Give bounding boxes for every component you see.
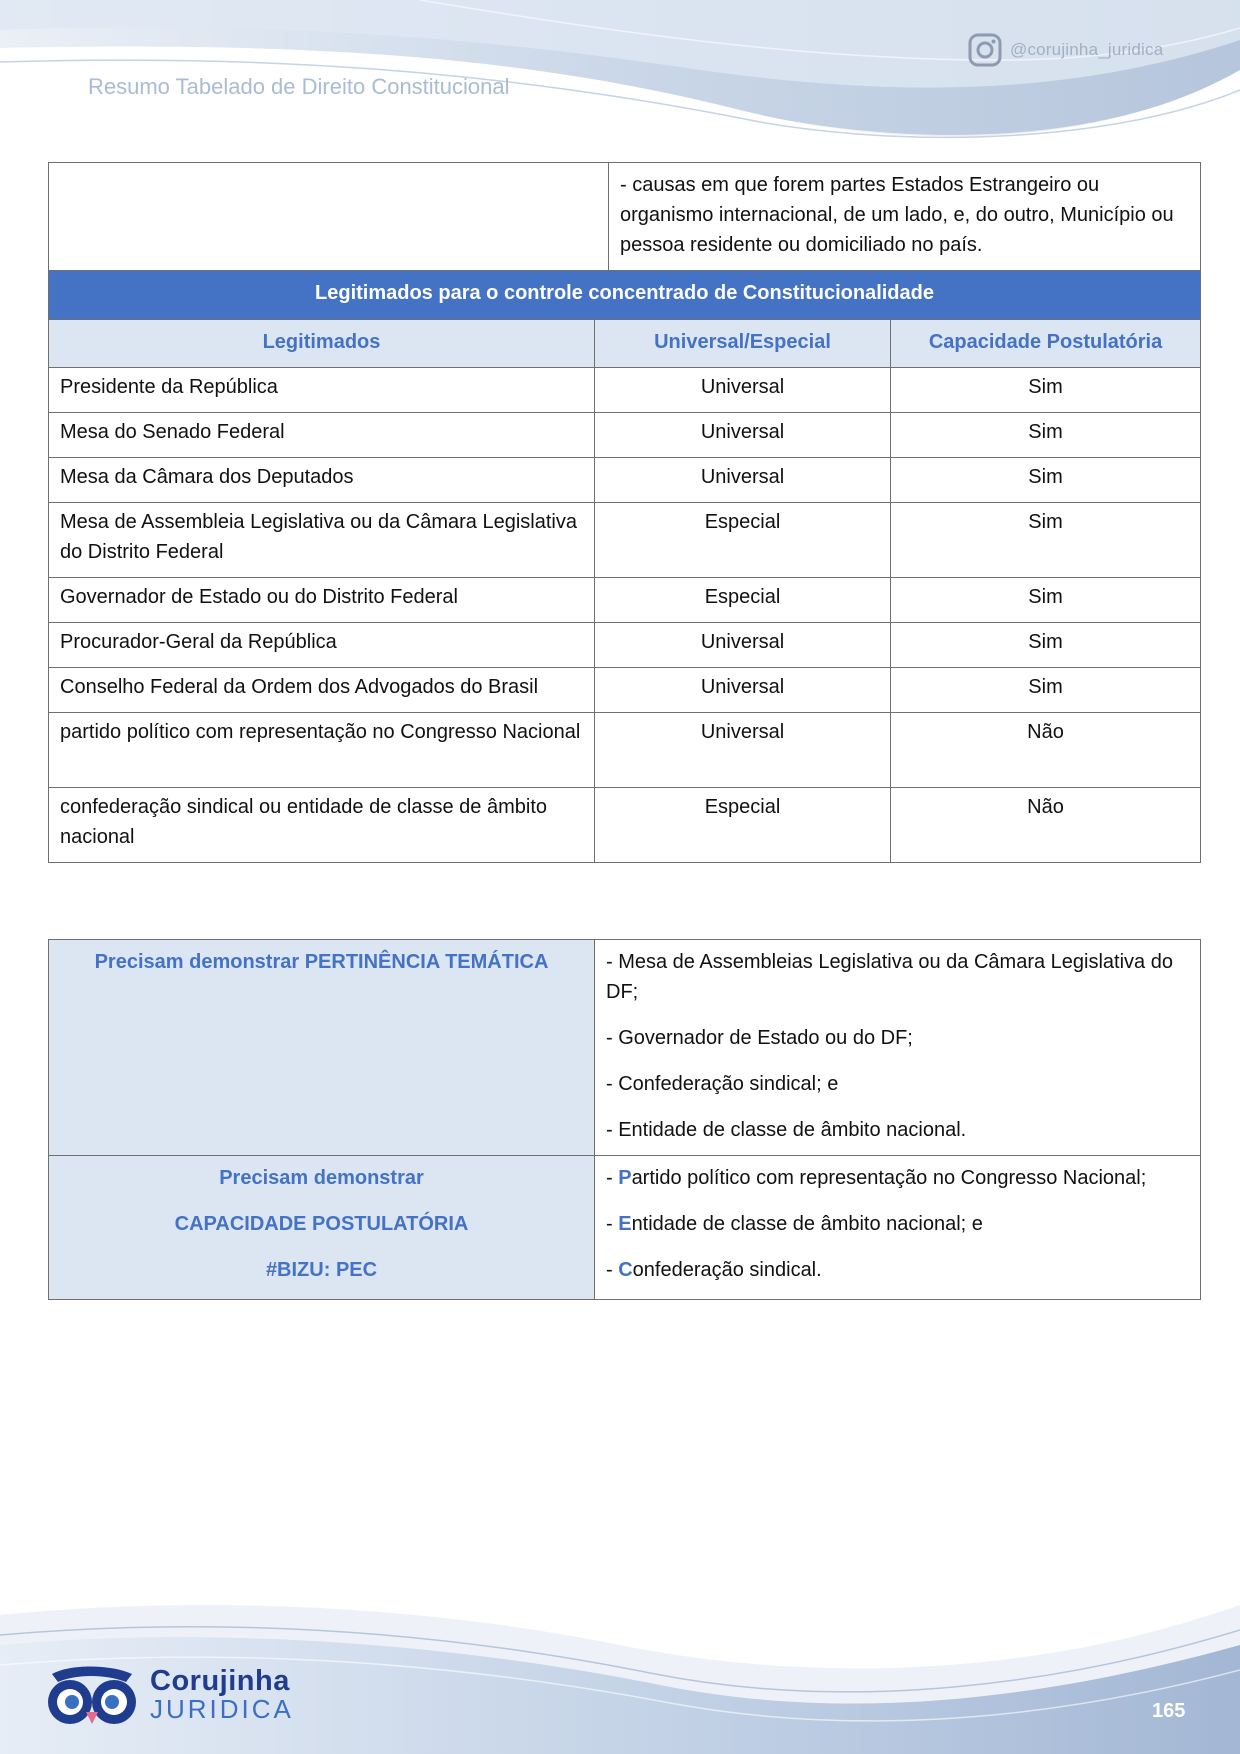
list-item: - Governador de Estado ou do DF; (606, 1027, 913, 1049)
list-item-prefix: - (606, 1213, 619, 1235)
table-row (49, 163, 1201, 271)
tipo-cell: Universal (595, 413, 891, 458)
table-row (49, 503, 1201, 578)
legitimado-cell: Mesa da Câmara dos Deputados (49, 458, 595, 503)
logo-name: Corujinha (150, 1664, 290, 1697)
list-item: - Confederação sindical; e (606, 1073, 839, 1095)
capacidade-label (49, 1156, 595, 1300)
list-item-prefix: - (606, 1259, 619, 1281)
table-row (49, 940, 1201, 1156)
list-item (606, 1255, 1189, 1285)
list-item (606, 1209, 1189, 1239)
empty-cell (49, 163, 609, 271)
capacidade-cell: Sim (891, 458, 1201, 503)
list-item (606, 1163, 1189, 1193)
pertinencia-list (595, 940, 1201, 1156)
capacidade-cell: Sim (891, 503, 1201, 578)
list-item-initial: C (618, 1259, 633, 1281)
list-item: - Mesa de Assembleias Legislativa ou da Câmara Legislativa do DF; (606, 951, 1173, 1003)
list-item-text: ntidade de classe de âmbito nacional; e (631, 1213, 983, 1235)
tipo-cell: Especial (595, 788, 891, 863)
column-header-capacidade: Capacidade Postulatória (891, 320, 1201, 368)
instagram-icon (968, 33, 1002, 67)
instagram-handle-block (968, 33, 1163, 67)
table-header-row (49, 320, 1201, 368)
table-row (49, 623, 1201, 668)
capacidade-list (595, 1156, 1201, 1300)
document-header-title: Resumo Tabelado de Direito Constitucional (88, 74, 510, 99)
pertinencia-capacidade-table (48, 939, 1201, 1300)
legitimado-cell: Procurador-Geral da República (49, 623, 595, 668)
tipo-cell: Especial (595, 503, 891, 578)
table-row (49, 788, 1201, 863)
capacidade-cell: Não (891, 713, 1201, 788)
legitimados-table (48, 270, 1201, 863)
table-row (49, 668, 1201, 713)
tipo-cell: Universal (595, 668, 891, 713)
bizu-label: #BIZU: PEC (265, 1259, 378, 1281)
capacidade-cell: Sim (891, 623, 1201, 668)
legitimado-cell: Mesa de Assembleia Legislativa ou da Câmara Legislativa do Distrito Federal (49, 503, 595, 578)
legitimado-cell: Presidente da República (49, 368, 595, 413)
column-header-legitimados: Legitimados (49, 320, 595, 368)
logo-text (150, 1664, 294, 1724)
table-row (49, 368, 1201, 413)
pertinencia-label: Precisam demonstrar PERTINÊNCIA TEMÁTICA (49, 940, 595, 1156)
list-item-prefix: - (606, 1167, 619, 1189)
legitimado-cell: partido político com representação no Congresso Nacional (49, 713, 595, 788)
tipo-cell: Especial (595, 578, 891, 623)
list-item-text: onfederação sindical. (632, 1259, 822, 1281)
tipo-cell: Universal (595, 623, 891, 668)
capacidade-cell: Sim (891, 578, 1201, 623)
table-row (49, 1156, 1201, 1300)
tipo-cell: Universal (595, 368, 891, 413)
capacidade-label-line2: CAPACIDADE POSTULATÓRIA (174, 1213, 469, 1235)
table-row (49, 713, 1201, 788)
instagram-handle-text: @corujinha_juridica (1010, 40, 1164, 59)
capacidade-cell: Sim (891, 413, 1201, 458)
owl-logo-icon (40, 1660, 144, 1728)
capacidade-cell: Não (891, 788, 1201, 863)
corujinha-logo (40, 1660, 294, 1728)
list-item: - Entidade de classe de âmbito nacional. (606, 1119, 967, 1141)
capacidade-label-line1: Precisam demonstrar (219, 1167, 424, 1189)
table-title: Legitimados para o controle concentrado de Constitucionalidade (49, 271, 1201, 320)
capacidade-cell: Sim (891, 668, 1201, 713)
table-row (49, 458, 1201, 503)
capacidade-cell: Sim (891, 368, 1201, 413)
list-item-initial: E (618, 1213, 632, 1235)
table-row (49, 413, 1201, 458)
page-number: 165 (1152, 1700, 1186, 1722)
legitimado-cell: confederação sindical ou entidade de classe de âmbito nacional (49, 788, 595, 863)
legitimado-cell: Governador de Estado ou do Distrito Federal (49, 578, 595, 623)
list-item-initial: P (618, 1167, 632, 1189)
continuation-text: - causas em que forem partes Estados Estrangeiro ou organismo internacional, de um lado, e, do outro, Município ou pessoa residente ou domiciliado no país. (609, 163, 1201, 271)
tipo-cell: Universal (595, 458, 891, 503)
legitimado-cell: Conselho Federal da Ordem dos Advogados do Brasil (49, 668, 595, 713)
table-title-row (49, 271, 1201, 320)
continuation-table (48, 162, 1201, 271)
column-header-tipo: Universal/Especial (595, 320, 891, 368)
tipo-cell: Universal (595, 713, 891, 788)
list-item-text: artido político com representação no Congresso Nacional; (631, 1167, 1147, 1189)
legitimado-cell: Mesa do Senado Federal (49, 413, 595, 458)
table-row (49, 578, 1201, 623)
logo-subtitle: JURIDICA (150, 1693, 294, 1724)
